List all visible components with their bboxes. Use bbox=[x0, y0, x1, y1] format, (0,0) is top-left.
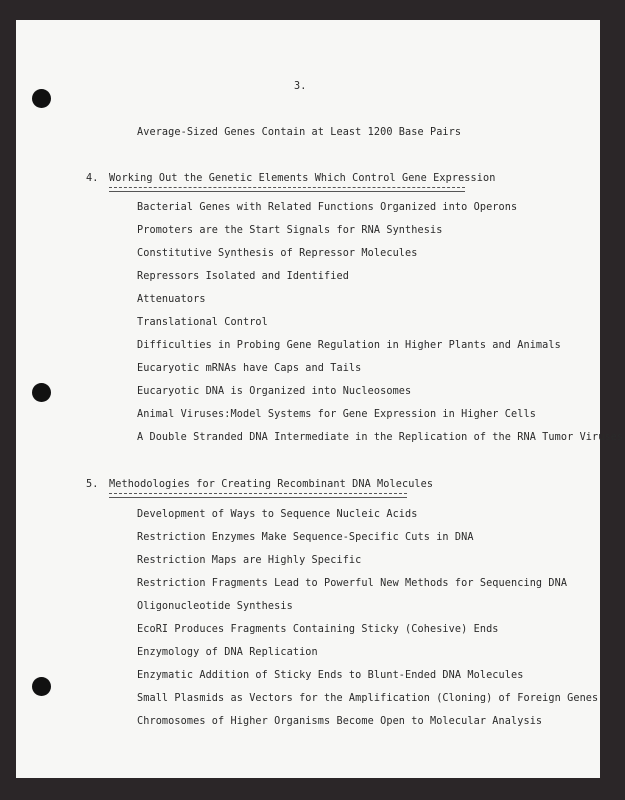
list-item: Small Plasmids as Vectors for the Amplification (Cloning) of Foreign Genes bbox=[137, 693, 599, 704]
list-item: Constitutive Synthesis of Repressor Molecules bbox=[137, 248, 418, 259]
section-title: Methodologies for Creating Recombinant DNA Molecules bbox=[109, 479, 434, 490]
list-item: Enzymology of DNA Replication bbox=[137, 647, 318, 658]
list-item: Repressors Isolated and Identified bbox=[137, 271, 349, 282]
list-item: Translational Control bbox=[137, 317, 268, 328]
list-item: Restriction Maps are Highly Specific bbox=[137, 555, 362, 566]
list-item: Development of Ways to Sequence Nucleic Acids bbox=[137, 509, 418, 520]
list-item: Chromosomes of Higher Organisms Become Open to Molecular Analysis bbox=[137, 716, 543, 727]
section-title: Working Out the Genetic Elements Which Control Gene Expression bbox=[109, 173, 496, 184]
list-item: Eucaryotic DNA is Organized into Nucleosomes bbox=[137, 386, 412, 397]
section-number: 5. bbox=[86, 479, 99, 490]
list-item: Bacterial Genes with Related Functions Organized into Operons bbox=[137, 202, 518, 213]
list-item: Restriction Fragments Lead to Powerful New Methods for Sequencing DNA bbox=[137, 578, 568, 589]
section-title-underline bbox=[109, 493, 407, 498]
list-item: Oligonucleotide Synthesis bbox=[137, 601, 293, 612]
binder-hole-middle bbox=[32, 383, 51, 402]
page-number: 3. bbox=[294, 81, 307, 92]
list-item: A Double Stranded DNA Intermediate in the Replication of the RNA Tumor Viruses bbox=[137, 432, 624, 443]
list-item: Animal Viruses:Model Systems for Gene Expression in Higher Cells bbox=[137, 409, 536, 420]
binder-hole-top bbox=[32, 89, 51, 108]
list-item: Difficulties in Probing Gene Regulation in Higher Plants and Animals bbox=[137, 340, 561, 351]
intro-item: Average-Sized Genes Contain at Least 1200 Base Pairs bbox=[137, 127, 462, 138]
list-item: Attenuators bbox=[137, 294, 206, 305]
section-number: 4. bbox=[86, 173, 99, 184]
list-item: Eucaryotic mRNAs have Caps and Tails bbox=[137, 363, 362, 374]
list-item: Promoters are the Start Signals for RNA Synthesis bbox=[137, 225, 443, 236]
section-title-underline bbox=[109, 187, 465, 192]
list-item: Enzymatic Addition of Sticky Ends to Blunt-Ended DNA Molecules bbox=[137, 670, 524, 681]
binder-hole-bottom bbox=[32, 677, 51, 696]
list-item: EcoRI Produces Fragments Containing Sticky (Cohesive) Ends bbox=[137, 624, 499, 635]
list-item: Restriction Enzymes Make Sequence-Specific Cuts in DNA bbox=[137, 532, 474, 543]
